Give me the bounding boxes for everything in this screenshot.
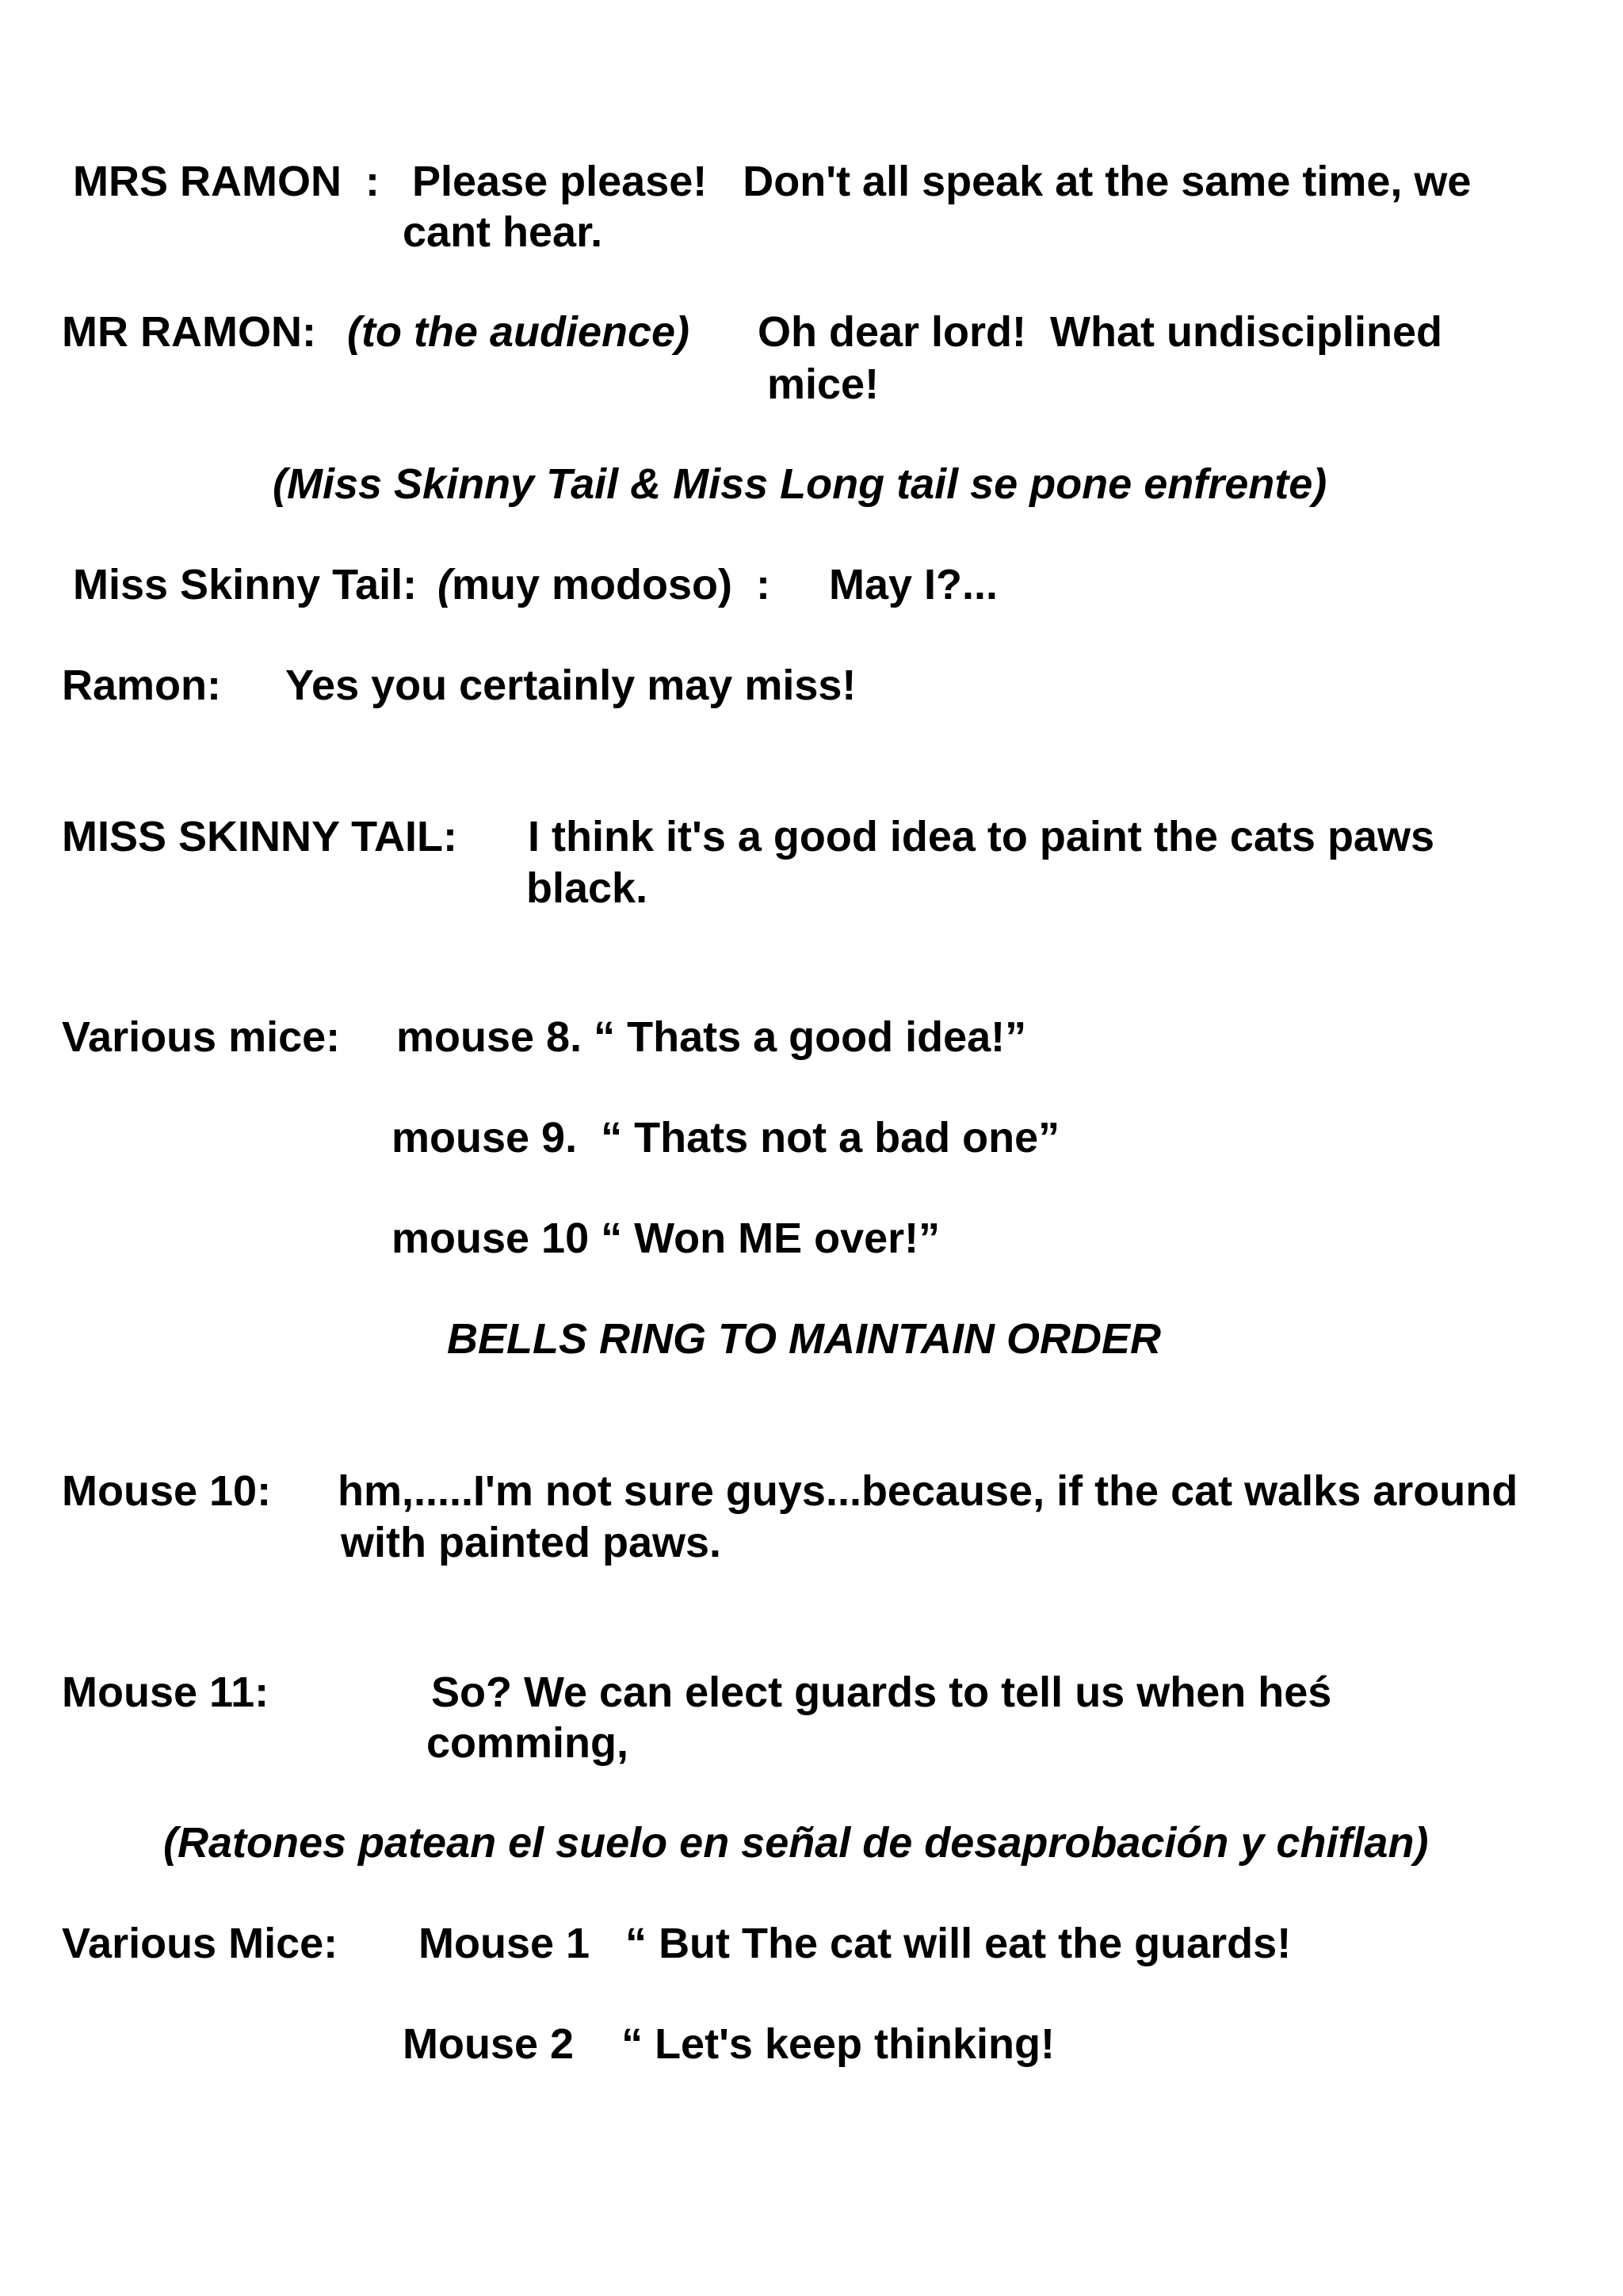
dialogue-line: So? We can elect guards to tell us when heś xyxy=(431,1669,1332,1716)
stage-aside: muy modoso) : xyxy=(452,561,770,608)
dialogue-line: mouse 8. “ Thats a good idea!” xyxy=(396,1013,1027,1061)
stage-direction: (Ratones patean el suelo en señal de desaprobación y chiflan) xyxy=(163,1819,1429,1867)
dialogue-line: Mouse 2 “ Let's keep thinking! xyxy=(403,2020,1055,2068)
stage-direction: (Miss Skinny Tail & Miss Long tail se pone enfrente) xyxy=(273,460,1327,508)
dialogue-line-continued: black. xyxy=(526,864,648,912)
speaker-miss-skinny-tail: Miss Skinny Tail: xyxy=(73,561,418,608)
dialogue-line-continued: mice! xyxy=(767,360,880,408)
dialogue-line: Please please! Don't all speak at the same time, we xyxy=(412,158,1472,205)
speaker-various-mice: Various Mice: xyxy=(62,1920,338,1967)
speaker-ramon: Ramon: xyxy=(62,662,221,709)
stage-direction: BELLS RING TO MAINTAIN ORDER xyxy=(447,1315,1161,1363)
dialogue-line-continued: with painted paws. xyxy=(341,1519,722,1566)
speaker-mr-ramon: MR RAMON: xyxy=(62,308,316,356)
dialogue-line: I think it's a good idea to paint the cats paws xyxy=(528,813,1434,860)
dialogue-line: hm,.....I'm not sure guys...because, if the cat walks around xyxy=(338,1467,1518,1515)
dialogue-line: mouse 9. “ Thats not a bad one” xyxy=(391,1114,1060,1161)
dialogue-line: Yes you certainly may miss! xyxy=(285,662,857,709)
dialogue-line-continued: cant hear. xyxy=(403,208,603,256)
stage-aside-paren: ( xyxy=(437,561,452,608)
speaker-mrs-ramon: MRS RAMON : xyxy=(73,158,380,205)
dialogue-line: mouse 10 “ Won ME over!” xyxy=(391,1215,941,1262)
dialogue-line: May I?... xyxy=(829,561,999,608)
dialogue-line: Oh dear lord! What undisciplined xyxy=(758,308,1443,356)
dialogue-line-continued: comming, xyxy=(426,1719,629,1767)
speaker-miss-skinny-tail: MISS SKINNY TAIL: xyxy=(62,813,458,860)
speaker-mouse-10: Mouse 10: xyxy=(62,1467,272,1515)
stage-aside: (to the audience) xyxy=(347,308,690,356)
speaker-mouse-11: Mouse 11: xyxy=(62,1669,269,1716)
dialogue-line: Mouse 1 “ But The cat will eat the guards! xyxy=(418,1920,1292,1967)
speaker-various-mice: Various mice: xyxy=(62,1013,341,1061)
